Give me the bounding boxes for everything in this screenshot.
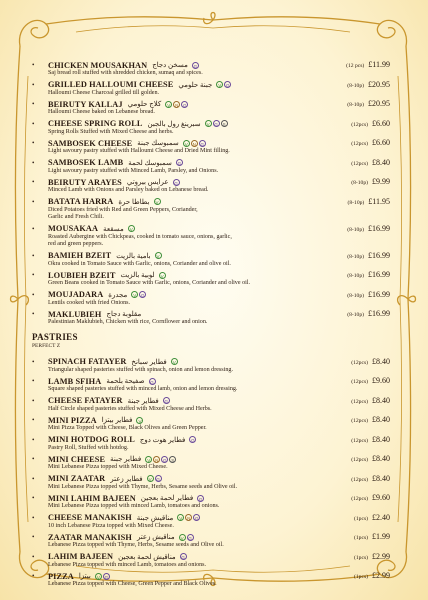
item-name: PIZZA (48, 571, 74, 581)
bullet-icon: • (32, 494, 35, 502)
item-name: BEIRUTY ARAYES (48, 177, 122, 187)
menu-item (32, 551, 390, 570)
menu-list-pastries (32, 356, 390, 589)
item-name: MINI LAHIM BAJEEN (48, 493, 136, 503)
item-name: ZAATAR MANAKISH (48, 532, 132, 542)
item-name: GRILLED HALLOUMI CHEESE (48, 80, 174, 89)
section-title: PASTRIES (32, 331, 78, 342)
dietary-badges (94, 573, 110, 580)
item-price-amount: £1.99 (372, 532, 390, 541)
item-arabic-name: مجدرة (108, 290, 128, 299)
item-arabic-name: سمبوسك جبنة (137, 139, 179, 147)
vegetarian-icon: V (155, 200, 159, 205)
item-name: MINI PIZZA (48, 415, 97, 425)
menu-item (32, 415, 390, 433)
item-name: MINI CHEESE (48, 454, 106, 464)
sesame-icon: S (171, 457, 175, 463)
item-price-amount: £6.60 (372, 118, 390, 128)
menu-item (32, 289, 390, 308)
vegetarian-icon: V (218, 83, 222, 88)
item-price (351, 177, 390, 186)
item-quantity: (12pcs) (351, 379, 368, 385)
vegetarian-icon: V (167, 102, 171, 108)
item-name: LAHIM BAJEEN (48, 552, 114, 561)
menu-item (32, 309, 390, 327)
menu-item (32, 118, 390, 137)
dietary-badges (164, 101, 188, 108)
bullet-icon: • (32, 416, 35, 424)
item-arabic-name: بطاطا حرة (118, 197, 150, 206)
item-quantity: (12 pcs) (346, 63, 365, 69)
menu-list-top (32, 60, 390, 327)
dietary-badges (170, 358, 178, 365)
item-price-amount: £6.60 (372, 138, 390, 147)
dietary-badges (178, 534, 194, 541)
dietary-badges (135, 417, 143, 424)
dietary-badges (188, 436, 196, 443)
gluten-icon: G (214, 122, 218, 127)
item-description: 10 inch Lebanese Pizza topped with Mixed Cheese. (48, 522, 174, 529)
item-arabic-name: مناقيش زعتر (136, 533, 175, 541)
bullet-icon: • (32, 80, 35, 89)
dietary-badges (148, 378, 156, 385)
item-quantity: (1pcs) (354, 515, 368, 522)
item-description: Triangular shaped pasteries stuffed with spinach, onion and lemon dressing. (48, 366, 233, 373)
item-name: MAKLUBIEH (48, 309, 102, 319)
item-quantity: (12pcs) (351, 160, 368, 167)
bullet-icon: • (32, 310, 35, 318)
item-arabic-name: عرايس بيروتي (126, 178, 169, 186)
gluten-icon: G (150, 379, 154, 385)
dietary-badges (175, 159, 183, 166)
item-price (347, 224, 390, 233)
item-arabic-name: بيتزا (78, 572, 91, 580)
item-arabic-name: فطاير زعتر (110, 474, 143, 483)
item-description: Minced Lamb with Onions and Parsley baked on Lebanese bread. (48, 187, 209, 193)
nuts-icon: N (175, 102, 179, 108)
dietary-badges (162, 397, 170, 404)
item-quantity: (12pcs) (351, 359, 368, 366)
dietary-badges (196, 495, 204, 502)
vegetarian-icon: V (172, 360, 176, 365)
gluten-icon: G (156, 477, 160, 482)
item-name: MOUSAKAA (48, 224, 99, 233)
item-name: BATATA HARRA (48, 197, 114, 206)
item-description: Lebanese Pizza topped with Cheese, Green Pepper and Black Olives. (48, 581, 217, 587)
nuts-icon: N (192, 141, 196, 147)
bullet-icon: • (32, 178, 35, 186)
item-description: Mini Lebanese Pizza topped with minced Lamb, tomatoes and onions. (48, 503, 220, 509)
gluten-icon: G (104, 574, 109, 580)
gluten-icon: G (141, 293, 145, 298)
item-price-amount: £16.99 (368, 309, 390, 318)
item-description: Diced Potatoes fried with Red and Green Peppers, Coriander, (48, 206, 198, 213)
menu-item (32, 571, 390, 589)
item-arabic-name: فطاير جبنة (127, 396, 159, 405)
item-arabic-name: مقلوبة دجاج (106, 310, 142, 318)
item-name: BEIRUTY KALLAJ (48, 99, 123, 109)
item-arabic-name: فطاير بيتزا (101, 416, 133, 424)
menu-item (32, 493, 390, 511)
item-name: CHEESE SPRING ROLL (48, 119, 143, 128)
dietary-badges (204, 120, 228, 127)
item-price (347, 270, 390, 279)
item-quantity: (12pcs) (351, 496, 368, 502)
item-name: MOUJADARA (48, 290, 104, 299)
item-price-amount: £2.99 (372, 551, 390, 561)
item-description: Lebanese Pizza topped with minced Lamb, tomatoes and onions. (48, 561, 207, 568)
vegetarian-icon: V (160, 273, 164, 279)
item-price (354, 552, 390, 561)
item-description: Spring Rolls Stuffed with Mixed Cheese and herbs. (48, 128, 174, 135)
item-price (351, 119, 390, 128)
item-price-amount: £8.40 (372, 356, 390, 366)
gluten-icon: G (193, 63, 198, 69)
item-price-amount: £9.60 (372, 493, 390, 502)
gluten-icon: G (183, 102, 187, 108)
item-price (351, 454, 390, 463)
item-arabic-name: لوبية بالزيت (120, 271, 155, 279)
gluten-icon: G (177, 161, 182, 166)
vegetarian-icon: V (96, 574, 100, 580)
item-price-amount: £16.99 (368, 223, 390, 233)
item-description: red and green peppers. (48, 241, 104, 247)
item-price (347, 251, 390, 260)
vegetarian-icon: V (206, 122, 210, 127)
vegetarian-icon: V (179, 516, 183, 521)
dietary-badges (127, 225, 135, 232)
item-description: Saj bread roll stuffed with shredded chicken, sumaq and spices. (48, 70, 203, 76)
item-price-amount: £11.99 (368, 60, 390, 69)
item-price (347, 309, 390, 318)
vegetarian-icon: V (133, 293, 137, 298)
item-description: Pastry Roll, Stuffed with hotdog. (48, 444, 129, 451)
item-description: Mini Pizza Topped with Cheese, Black Olives and Green Pepper. (48, 425, 207, 431)
item-name: LOUBIEH BZEIT (48, 270, 116, 280)
item-arabic-name: جبنة حلومي (178, 80, 213, 89)
menu-item (32, 157, 390, 176)
menu-item (32, 99, 390, 117)
gluten-icon: G (194, 516, 199, 521)
item-price-amount: £11.95 (368, 196, 390, 206)
item-quantity: (8-10p) (347, 226, 364, 233)
menu-item (32, 512, 390, 531)
item-quantity: (8-10p) (347, 102, 364, 108)
item-name: LAMB SFIHA (48, 376, 102, 386)
item-arabic-name: فطاير جبنة (110, 455, 142, 463)
item-price (351, 415, 390, 424)
item-arabic-name: صفيحة بلحمة (106, 377, 145, 385)
item-name: CHEESE FATAYER (48, 396, 123, 405)
item-price-amount: £20.95 (368, 79, 390, 89)
item-price (351, 396, 390, 405)
item-description: Garlic and Fresh Chili. (48, 214, 104, 220)
dietary-badges (144, 456, 176, 463)
dietary-badges (172, 179, 180, 186)
dietary-badges (179, 553, 187, 560)
dietary-badges (153, 198, 161, 205)
vegetarian-icon: V (138, 418, 142, 424)
item-price-amount: £2.40 (372, 512, 390, 522)
item-price (347, 290, 390, 299)
item-name: MINI ZAATAR (48, 474, 106, 483)
item-price (347, 99, 390, 108)
menu-item (32, 454, 390, 472)
item-quantity: (1pcs) (354, 574, 368, 580)
menu-item (32, 270, 390, 288)
item-price (351, 493, 390, 502)
item-price (354, 532, 390, 541)
section-header (32, 332, 358, 349)
item-quantity: (12pcs) (351, 476, 368, 483)
gluten-icon: G (181, 555, 185, 560)
item-name: SPINACH FATAYER (48, 357, 127, 366)
item-price-amount: £8.40 (372, 454, 390, 463)
item-name: CHEESE MANAKISH (48, 513, 132, 522)
gluten-icon: G (174, 180, 178, 186)
bullet-icon: • (32, 158, 35, 167)
nuts-icon: N (187, 516, 191, 521)
bullet-icon: • (32, 377, 35, 385)
item-quantity: (1pcs) (354, 535, 368, 541)
item-description: Halloumi Cheese baked on Lebanese bread. (48, 109, 155, 115)
item-description: Half Circle shaped pasteries stuffed with Mixed Cheese and Herbs. (48, 405, 212, 412)
vegetarian-icon: V (184, 141, 188, 147)
bullet-icon: • (32, 357, 35, 366)
bullet-icon: • (32, 533, 35, 541)
item-description: Green Beans cooked in Tomato Sauce with Garlic, onions, Coriander and olive oil. (48, 280, 251, 286)
item-description: Square shaped pasteries stuffed with minced lamb, onion and lemon dressing. (48, 386, 238, 392)
item-arabic-name: فطاير سبانخ (131, 357, 167, 366)
item-description: Lentils cooked with fried Onions. (48, 299, 131, 306)
gluten-icon: G (191, 438, 195, 443)
item-quantity: (12pcs) (351, 418, 368, 424)
item-name: SAMBOSEK LAMB (48, 158, 124, 167)
item-price (351, 138, 390, 147)
dietary-badges (158, 272, 166, 279)
menu-item (32, 79, 390, 98)
item-name: MINI HOTDOG ROLL (48, 435, 135, 444)
item-description: Halloumi Cheese Charcoal grilled till golden. (48, 89, 160, 96)
item-description: Light savoury pastry stuffed with Minced Lamb, Parsley, and Onions. (48, 167, 219, 174)
dietary-badges (146, 475, 162, 482)
item-name: BAMIEH BZEIT (48, 251, 112, 260)
item-quantity: (12pcs) (351, 141, 368, 147)
item-description: Palestinian Maklubieh, Chicken with rice, Cornflower and onion. (48, 319, 208, 325)
vegetarian-icon: V (156, 254, 160, 259)
item-name: CHICKEN MOUSAKHAN (48, 60, 148, 70)
item-price (351, 357, 390, 366)
item-arabic-name: فطاير هوت دوج (139, 435, 186, 444)
dietary-badges (176, 514, 200, 521)
gluten-icon: G (198, 496, 203, 502)
gluten-icon: G (164, 399, 168, 404)
bullet-icon: • (32, 396, 35, 405)
bullet-icon: • (32, 455, 35, 463)
item-arabic-name: مسقعة (103, 224, 124, 233)
dietary-badges (191, 62, 199, 69)
item-price-amount: £9.99 (372, 177, 390, 186)
item-arabic-name: بامية بالزيت (116, 251, 151, 260)
dietary-badges (215, 81, 231, 88)
item-description: Mini Lebanese Pizza topped with Thyme, Herbs, Sesame seeds and Olive oil. (48, 483, 238, 490)
bullet-icon: • (32, 474, 35, 483)
bullet-icon: • (32, 552, 35, 561)
item-description: Light savoury pastry stuffed with Halloumi Cheese and Dried Mint filling. (48, 148, 230, 154)
bullet-icon: • (32, 251, 35, 260)
bullet-icon: • (32, 61, 35, 69)
item-price-amount: £20.95 (368, 99, 390, 108)
menu-item (32, 223, 390, 249)
item-quantity: (12pcs) (351, 121, 368, 128)
menu-item (32, 356, 390, 375)
item-price-amount: £8.40 (372, 415, 390, 424)
gluten-icon: G (200, 141, 204, 147)
item-quantity: (8-10p) (347, 82, 364, 89)
menu-item (32, 60, 390, 78)
bullet-icon: • (32, 513, 35, 522)
sesame-icon: S (222, 122, 226, 127)
menu-item (32, 473, 390, 492)
menu-item (32, 434, 390, 453)
item-price-amount: £2.99 (372, 571, 390, 580)
item-description: Mini Lebanese Pizza topped with Mixed Cheese. (48, 464, 168, 470)
bullet-icon: • (32, 290, 35, 299)
item-price (351, 474, 390, 483)
item-description: Lebanese Pizza topped with Thyme, Herbs, Sesame seeds and Olive oil. (48, 542, 224, 548)
item-price (354, 571, 390, 580)
nuts-icon: N (155, 457, 159, 463)
vegetarian-icon: V (148, 477, 152, 482)
item-price-amount: £16.99 (368, 250, 390, 260)
item-quantity: (8-10p) (347, 273, 364, 279)
item-price (354, 513, 390, 522)
gluten-icon: G (162, 457, 167, 463)
bullet-icon: • (32, 435, 35, 444)
item-arabic-name: مناقيش لحمة بعجين (118, 552, 176, 561)
item-quantity: (1pcs) (354, 554, 368, 561)
item-quantity: (8-10p) (347, 312, 364, 318)
gluten-icon: G (188, 535, 192, 541)
bullet-icon: • (32, 572, 35, 580)
item-arabic-name: مناقيش جبنة (136, 513, 174, 522)
vegetarian-icon: V (147, 457, 151, 463)
section-subtitle: PERFECT Z (32, 342, 61, 349)
item-price-amount: £16.99 (368, 289, 390, 299)
menu-item (32, 177, 390, 195)
dietary-badges (182, 140, 206, 147)
bullet-icon: • (32, 139, 35, 147)
item-price (351, 376, 390, 385)
item-arabic-name: كلاج حلومي (127, 100, 162, 108)
menu-item (32, 138, 390, 156)
item-quantity: (12pcs) (351, 437, 368, 444)
item-quantity: (8-10p) (351, 180, 368, 186)
item-name: SAMBOSEK CHEESE (48, 138, 133, 148)
item-quantity: (12pcs) (351, 398, 368, 405)
item-price (351, 158, 390, 167)
item-arabic-name: سمبوسك لحمة (128, 158, 172, 167)
gluten-icon: G (226, 83, 230, 88)
item-quantity: (8-10p) (347, 253, 364, 260)
menu-item (32, 395, 390, 414)
bullet-icon: • (32, 197, 35, 206)
menu-item (32, 196, 390, 222)
bullet-icon: • (32, 271, 35, 279)
item-price-amount: £8.40 (372, 473, 390, 483)
menu-content (32, 60, 390, 591)
item-arabic-name: مسخن دجاج (152, 61, 188, 69)
vegetarian-icon: V (180, 535, 184, 541)
menu-item (32, 532, 390, 550)
item-quantity: (8-10p) (347, 292, 364, 299)
item-price-amount: £8.40 (372, 395, 390, 405)
bullet-icon: • (32, 119, 35, 128)
item-arabic-name: فطاير لحمة بعجين (140, 494, 194, 502)
item-quantity: (8-10p) (347, 199, 365, 206)
item-description: Okra cooked in Tomato Sauce with Garlic, onions, Coriander and olive oil. (48, 260, 231, 267)
menu-item (32, 376, 390, 394)
item-quantity: (12pcs) (351, 457, 368, 463)
bullet-icon: • (32, 224, 35, 233)
bullet-icon: • (32, 100, 35, 108)
item-price (351, 435, 390, 444)
dietary-badges (154, 252, 162, 259)
dietary-badges (130, 291, 146, 298)
item-price-amount: £9.60 (372, 376, 390, 385)
item-price (348, 197, 390, 206)
item-arabic-name: سبرينغ رول بالجبن (147, 119, 201, 128)
menu-item (32, 250, 390, 269)
item-price-amount: £8.40 (372, 434, 390, 444)
item-price (347, 80, 390, 89)
item-price (346, 60, 390, 69)
item-price-amount: £16.99 (368, 270, 390, 279)
vegetarian-icon: V (129, 227, 133, 232)
item-price-amount: £8.40 (372, 157, 390, 167)
item-description: Roasted Aubergine with Chickpeas, cooked in tomato sauce, onions, garlic, (48, 233, 232, 240)
